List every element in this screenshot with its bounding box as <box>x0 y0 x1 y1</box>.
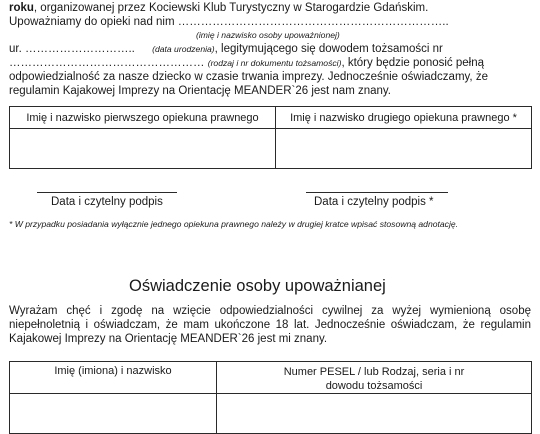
intro-id-document-text: , legitymującego się dowodem tożsamości nr <box>214 43 443 55</box>
birthdate-dots: ur. ……………………….. <box>9 43 135 55</box>
guardians-table <box>9 106 532 169</box>
authorized-person-table <box>9 361 532 434</box>
signature-label-right: Data i czytelny podpis * <box>314 196 434 208</box>
signature-line-right <box>306 192 448 193</box>
intro-authorization-line: Upoważniamy do opieki nad nim …………………………………………………………….. <box>9 16 449 28</box>
section-paragraph: Wyrażam chęć i zgodę na wzięcie odpowiedzialności cywilnej za wyżej wymienioną osobę niepełnoletnią i oświadczam, że mam ukończone 18 lat. Jednocześnie oświadczam, że regulamin Kajakowej Imprezy na Orientację MEANDER`26 jest mi znany. <box>9 305 531 345</box>
intro-line-6: odpowiedzialność za nasze dziecko w czasie trwania imprezy. Jednocześnie oświadczamy, że <box>9 71 488 83</box>
authorized-name-cell[interactable] <box>10 394 217 434</box>
authorized-pesel-cell[interactable] <box>217 394 532 434</box>
name-header: Imię (imiona) i nazwisko <box>10 362 217 394</box>
guardian2-header: Imię i nazwisko drugiego opiekuna prawnego * <box>276 107 532 129</box>
signature-line-left <box>37 192 177 193</box>
authorized-person-name-note: (imię i nazwisko osoby upoważnionej) <box>196 30 340 40</box>
pesel-header <box>217 362 532 394</box>
document-dots: …………………………………………… <box>9 57 205 69</box>
signature-label-left: Data i czytelny podpis <box>51 196 163 208</box>
guardian1-header: Imię i nazwisko pierwszego opiekuna prawnego <box>10 107 276 129</box>
section-title: Oświadczenie osoby upoważnianej <box>129 277 386 295</box>
intro-year-word: roku <box>9 2 34 14</box>
intro-line-7: regulamin Kajakowej Imprezy na Orientację MEANDER`26 jest nam znany. <box>9 85 391 97</box>
intro-birthdate-line <box>9 42 531 56</box>
guardian2-name-cell[interactable] <box>276 129 532 169</box>
footnote: * W przypadku posiadania wyłącznie jednego opiekuna prawnego należy w drugiej kratce wpisać stosowną adnotację. <box>9 219 459 229</box>
pesel-header-line-2: dowodu tożsamości <box>325 380 423 392</box>
intro-document-line <box>9 56 531 70</box>
intro-line-1-rest: , organizowanej przez Kociewski Klub Turystyczny w Starogardzie Gdańskim. <box>33 2 429 14</box>
birthdate-note: (data urodzenia) <box>152 44 215 54</box>
guardian1-name-cell[interactable] <box>10 129 276 169</box>
document-note: (rodzaj i nr dokumentu tożsamości) <box>207 58 342 68</box>
intro-line-1 <box>9 1 428 15</box>
intro-responsibility-text: , który będzie ponosić pełną <box>341 57 484 69</box>
pesel-header-line-1: Numer PESEL / lub Rodzaj, seria i nr <box>283 366 465 378</box>
